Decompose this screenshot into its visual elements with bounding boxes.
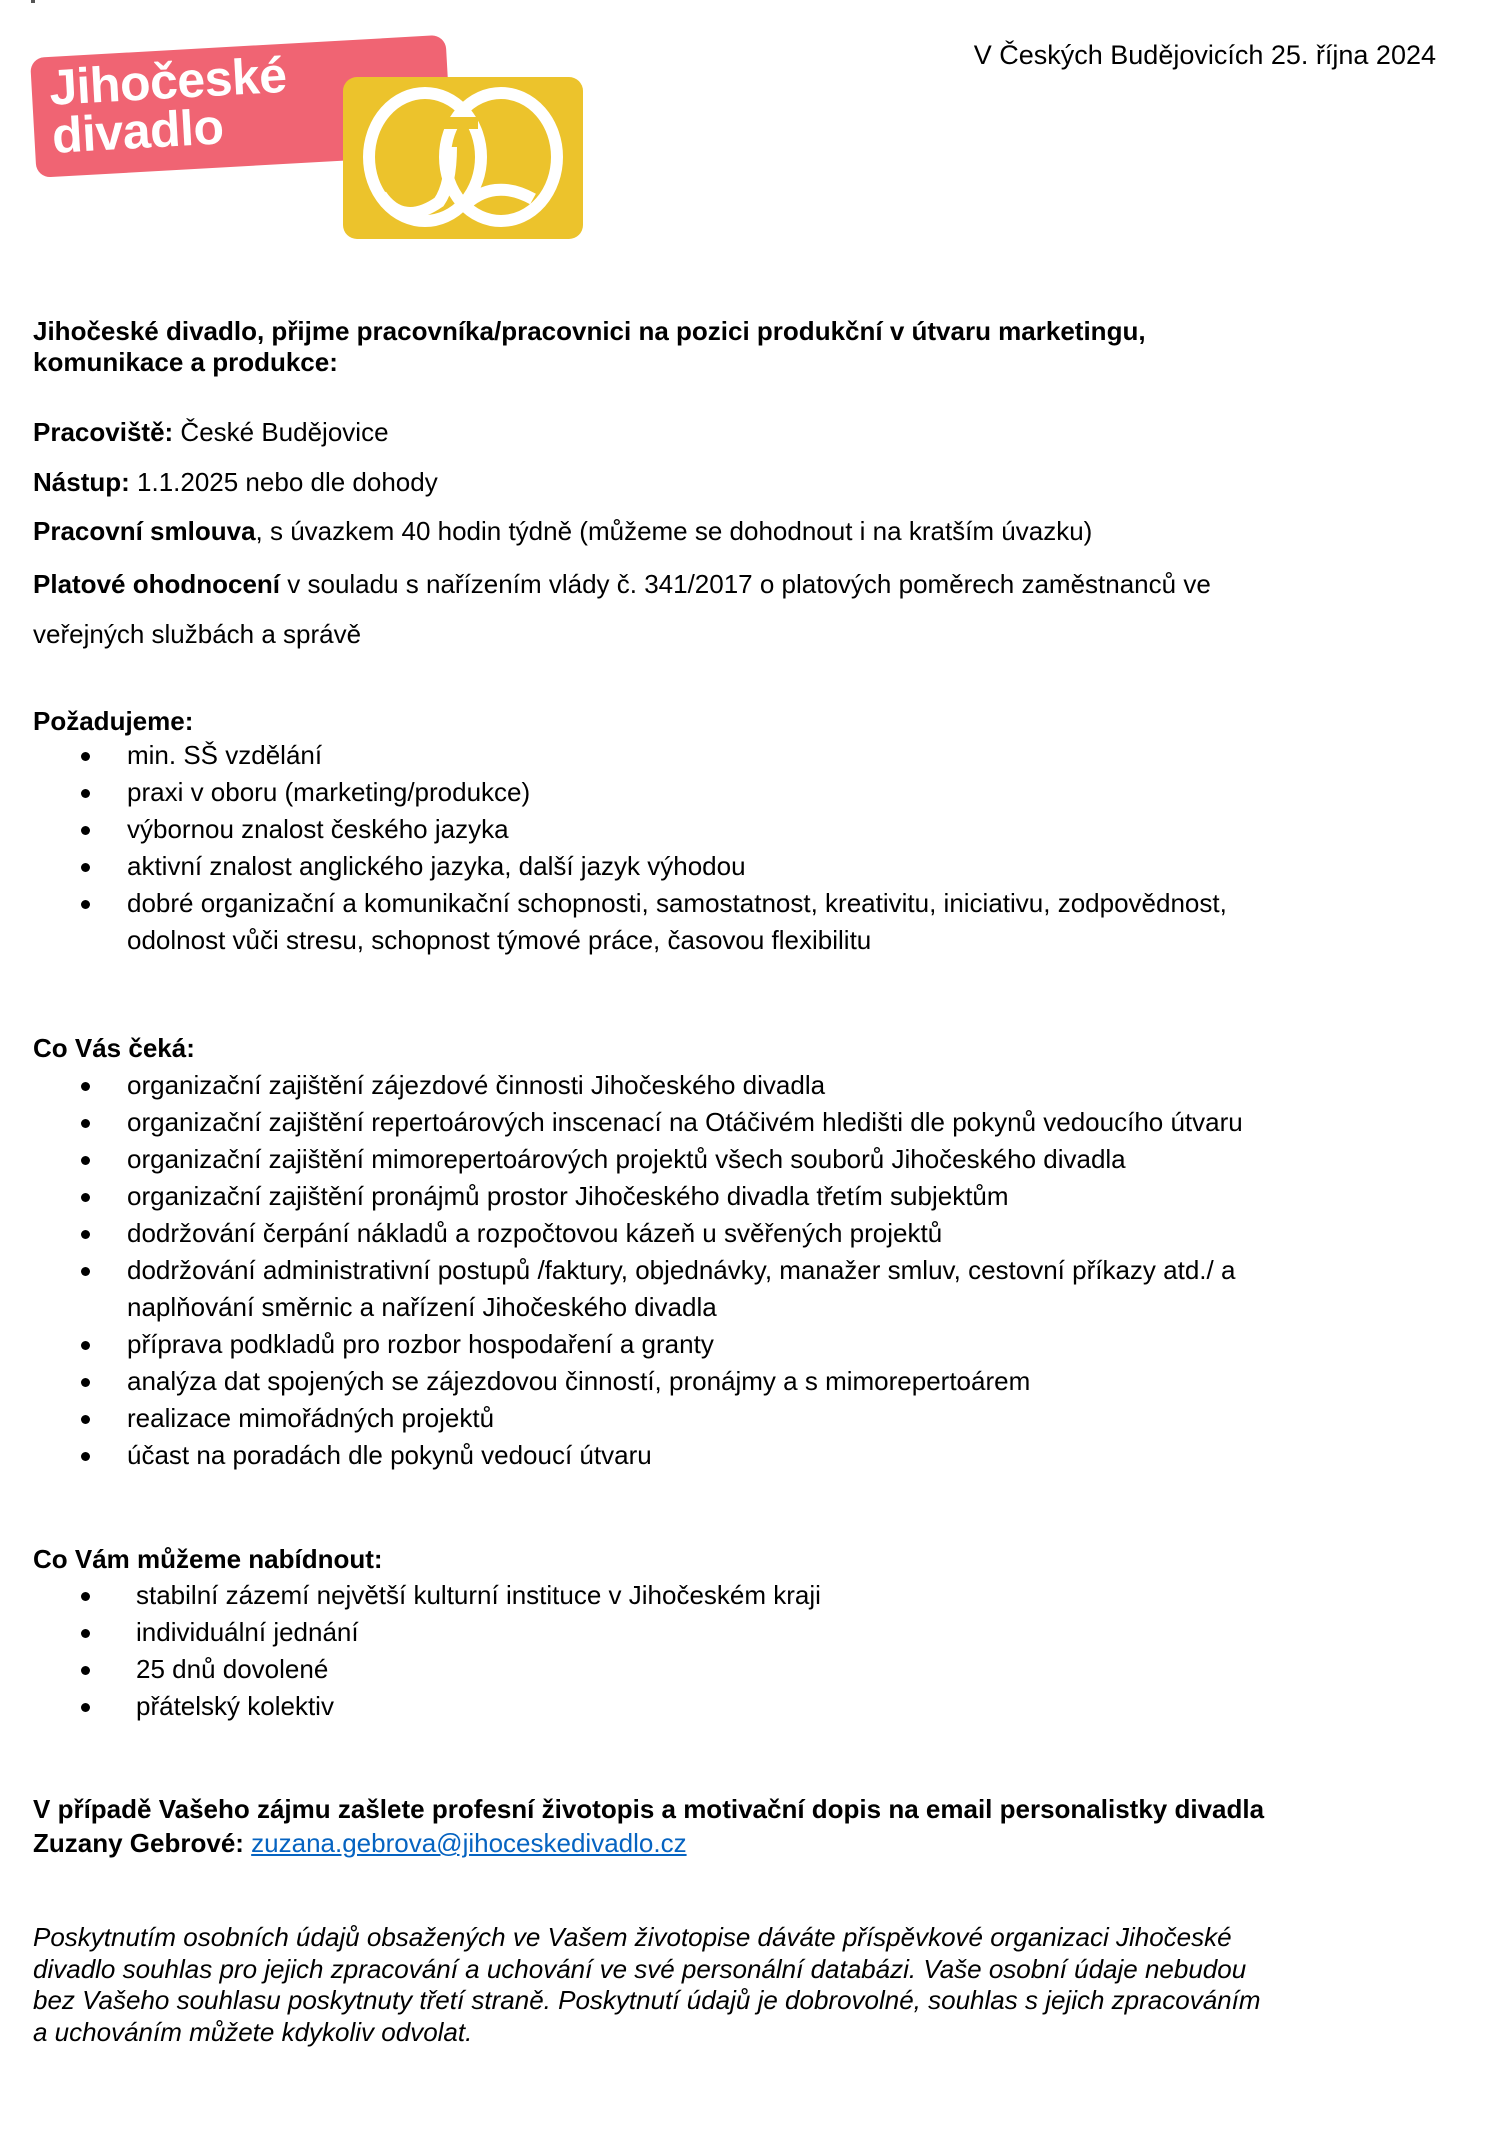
- list-item: realizace mimořádných projektů: [0, 1400, 1427, 1437]
- bullet-icon: [81, 1230, 90, 1239]
- field-salary-value-2: veřejných službách a správě: [33, 619, 362, 649]
- logo-wordmark: [47, 46, 290, 164]
- field-start-label: Nástup:: [33, 467, 130, 497]
- requirements-title: Požadujeme:: [33, 706, 194, 736]
- bullet-icon: [81, 863, 90, 872]
- list-item: organizační zajištění mimorepertoárových projektů všech souborů Jihočeského divadla: [0, 1141, 1427, 1178]
- list-item: praxi v oboru (marketing/produkce): [0, 774, 1427, 811]
- list-item: 25 dnů dovolené: [0, 1651, 1436, 1688]
- email-link[interactable]: zuzana.gebrova@jihoceskedivadlo.cz: [251, 1828, 687, 1858]
- logo-line-1: Jihočeské: [47, 46, 288, 116]
- list-item: stabilní zázemí největší kulturní instituce v Jihočeském kraji: [0, 1577, 1436, 1614]
- gdpr-line-3: bez Vašeho souhlasu poskytnuty třetí straně. Poskytnutí údajů je dobrovolné, souhlas s jejich zpracováním: [33, 1985, 1261, 2015]
- bullet-icon: [81, 1415, 90, 1424]
- field-contract-label: Pracovní smlouva: [33, 516, 256, 546]
- field-workplace-value: České Budějovice: [173, 417, 389, 447]
- bullet-icon: [81, 1592, 90, 1601]
- contact-line-1: V případě Vašeho zájmu zašlete profesní životopis a motivační dopis na email personalistky divadla: [33, 1794, 1265, 1824]
- list-item: min. SŠ vzdělání: [0, 737, 1427, 774]
- gdpr-line-4: a uchováním můžete kdykoliv odvolat.: [33, 2016, 473, 2047]
- bullet-icon: [81, 1341, 90, 1350]
- job-heading: [33, 316, 1453, 378]
- list-item: organizační zajištění pronájmů prostor Jihočeského divadla třetím subjektům: [0, 1178, 1427, 1215]
- logo-emblem: [343, 77, 583, 239]
- gdpr-notice: [33, 1922, 1473, 2048]
- bullet-icon: [81, 1119, 90, 1128]
- offer-title: Co Vám můžeme nabídnout:: [33, 1544, 383, 1574]
- field-start: [33, 457, 438, 507]
- list-item: organizační zajištění zájezdové činnosti Jihočeského divadla: [0, 1067, 1427, 1104]
- list-item: dobré organizační a komunikační schopnosti, samostatnost, kreativitu, iniciativu, zodpovědnost,: [0, 885, 1427, 922]
- field-salary-label: Platové ohodnocení: [33, 569, 281, 599]
- gdpr-line-2: divadlo souhlas pro jejich zpracování a uchování ve své personální databázi. Vaše osobní údaje nebudou: [33, 1953, 1247, 1984]
- bullet-icon: [81, 752, 90, 761]
- contact-paragraph: [33, 1792, 1473, 1860]
- list-item: příprava podkladů pro rozbor hospodaření a granty: [0, 1326, 1427, 1363]
- field-workplace-label: Pracoviště:: [33, 417, 174, 447]
- theatre-logo: [0, 0, 600, 250]
- duties-title: Co Vás čeká:: [33, 1033, 195, 1063]
- list-item: účast na poradách dle pokynů vedoucí útvaru: [0, 1437, 1427, 1474]
- list-item: organizační zajištění repertoárových inscenací na Otáčivém hledišti dle pokynů vedoucího útvaru: [0, 1104, 1427, 1141]
- list-item: dodržování čerpání nákladů a rozpočtovou kázeň u svěřených projektů: [0, 1215, 1427, 1252]
- bullet-icon: [81, 1267, 90, 1276]
- list-item: výbornou znalost českého jazyka: [0, 811, 1427, 848]
- bullet-icon: [81, 1378, 90, 1387]
- job-heading-line-2: komunikace a produkce:: [33, 347, 338, 377]
- field-contract-value: , s úvazkem 40 hodin týdně (můžeme se dohodnout i na kratším úvazku): [255, 516, 1093, 546]
- field-contract: [33, 506, 1092, 556]
- bullet-icon: [81, 826, 90, 835]
- bullet-icon: [81, 1703, 90, 1712]
- list-item: dodržování administrativní postupů /faktury, objednávky, manažer smluv, cestovní příkazy atd./ a: [0, 1252, 1427, 1289]
- offer-list: [0, 1577, 1436, 1725]
- list-item-continuation: naplňování směrnic a nařízení Jihočeského divadla: [127, 1292, 717, 1322]
- field-start-value: 1.1.2025 nebo dle dohody: [129, 467, 438, 497]
- list-item: přátelský kolektiv: [0, 1688, 1436, 1725]
- field-salary-value-1: v souladu s nařízením vlády č. 341/2017 o platových poměrech zaměstnanců ve: [280, 569, 1211, 599]
- list-item: analýza dat spojených se zájezdovou činností, pronájmy a s mimorepertoárem: [0, 1363, 1427, 1400]
- bullet-icon: [81, 1193, 90, 1202]
- list-item: individuální jednání: [0, 1614, 1436, 1651]
- gdpr-line-1: Poskytnutím osobních údajů obsažených ve Vašem životopise dáváte příspěvkové organizaci Jihočeské: [33, 1922, 1232, 1952]
- jd-monogram-icon: [343, 77, 583, 239]
- bullet-icon: [81, 789, 90, 798]
- job-heading-line-1: Jihočeské divadlo, přijme pracovníka/pracovnici na pozici produkční v útvaru marketingu,: [33, 316, 1146, 346]
- list-item: aktivní znalost anglického jazyka, další jazyk výhodou: [0, 848, 1427, 885]
- bullet-icon: [81, 1629, 90, 1638]
- requirements-list: [0, 737, 1427, 959]
- field-salary: [33, 559, 1211, 659]
- bullet-icon: [81, 1082, 90, 1091]
- bullet-icon: [81, 1666, 90, 1675]
- letter-date: V Českých Budějovicích 25. října 2024: [973, 40, 1436, 70]
- bullet-icon: [81, 1156, 90, 1165]
- contact-name: Zuzany Gebrové:: [33, 1828, 252, 1858]
- contact-line-2: [33, 1826, 1473, 1860]
- list-item-continuation: odolnost vůči stresu, schopnost týmové práce, časovou flexibilitu: [127, 925, 872, 955]
- field-workplace: [33, 407, 389, 457]
- duties-list: [0, 1067, 1427, 1474]
- logo-line-2: divadlo: [50, 98, 225, 164]
- bullet-icon: [81, 900, 90, 909]
- bullet-icon: [81, 1452, 90, 1461]
